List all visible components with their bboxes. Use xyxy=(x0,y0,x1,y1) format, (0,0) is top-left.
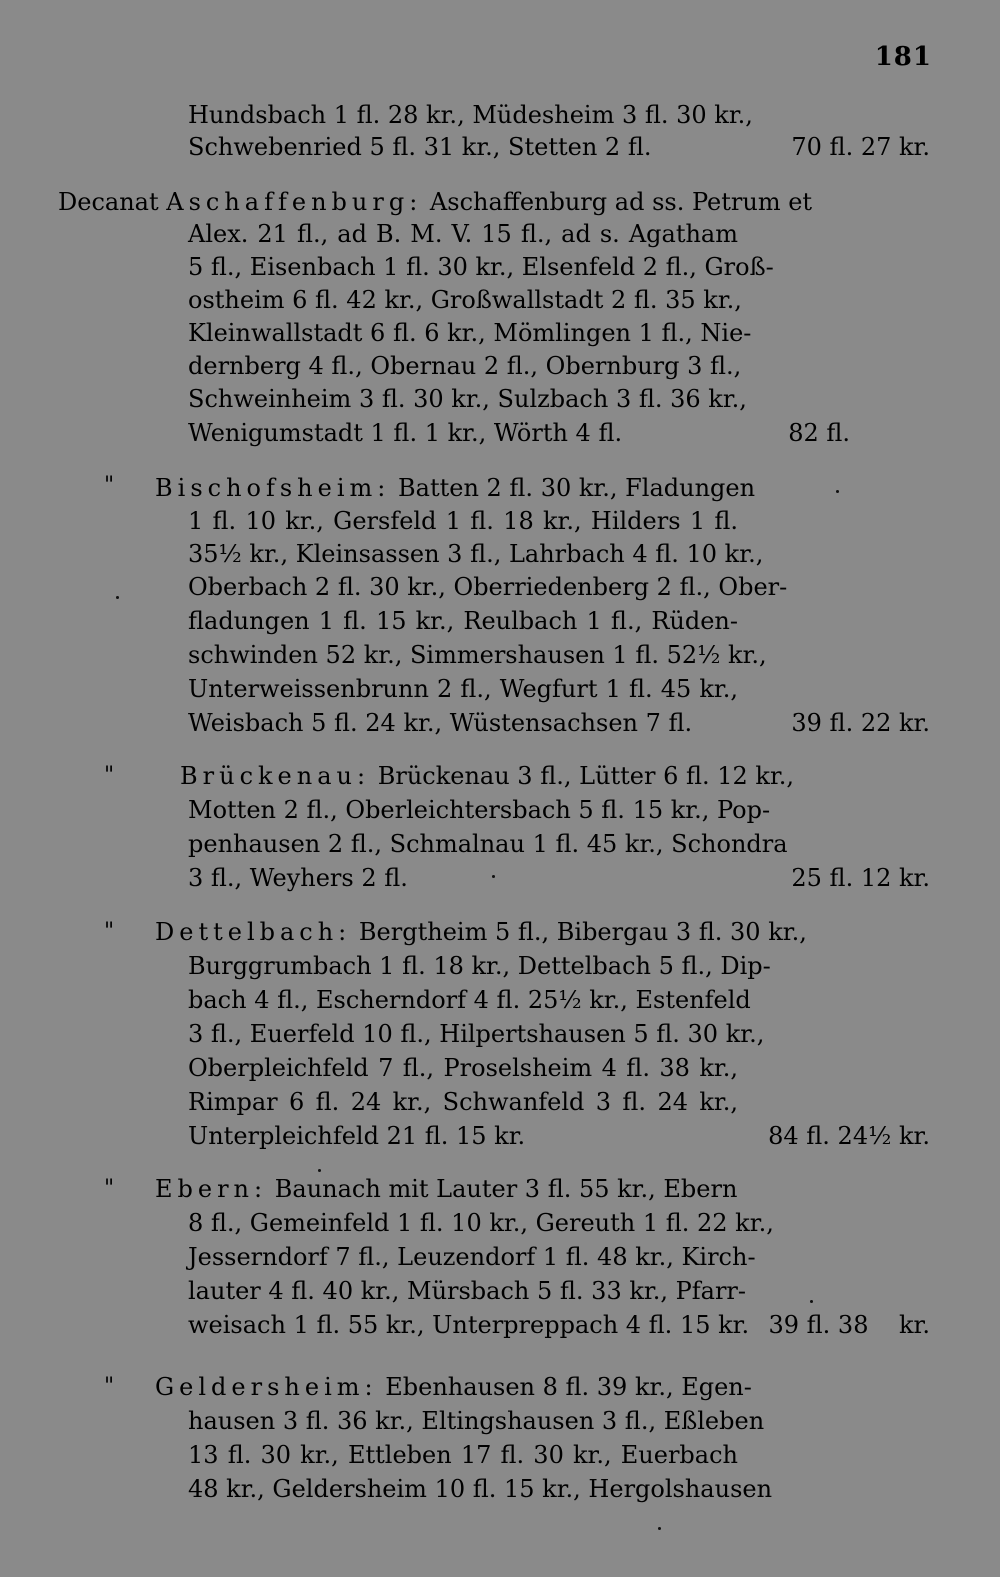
text-line: bach 4 fl., Escherndorf 4 fl. 25½ kr., Estenfeld xyxy=(188,986,751,1014)
text-line: Unterpleichfeld 21 fl. 15 kr. xyxy=(188,1122,526,1150)
block-total: 25 fl. 12 kr. xyxy=(791,864,930,892)
heading-line-rest: Baunach mit Lauter 3 fl. 55 kr., Ebern xyxy=(274,1175,738,1203)
text-line: 3 fl., Weyhers 2 fl. xyxy=(188,864,408,892)
text-line: Schweinheim 3 fl. 30 kr., Sulzbach 3 fl. 36 kr., xyxy=(188,385,747,413)
text-line: 8 fl., Gemeinfeld 1 fl. 10 kr., Gereuth 1 fl. 22 kr., xyxy=(188,1209,774,1237)
text-line: Hundsbach 1 fl. 28 kr., Müdesheim 3 fl. 30 kr., xyxy=(188,101,753,129)
text-line: Oberbach 2 fl. 30 kr., Oberriedenberg 2 fl., Ober- xyxy=(188,573,788,601)
text-line: Alex. 21 fl., ad B. M. V. 15 fl., ad s. Agatham xyxy=(188,220,738,248)
decanat-name: Dettelbach: xyxy=(155,918,352,946)
text-line: dernberg 4 fl., Obernau 2 fl., Obernburg 3 fl., xyxy=(188,352,742,380)
print-speck xyxy=(836,490,839,493)
block-total: 39 fl. 22 kr. xyxy=(791,709,930,737)
decanat-heading-line xyxy=(155,1369,752,1405)
block-total: 39 fl. 38 kr. xyxy=(768,1311,930,1339)
text-line: Weisbach 5 fl. 24 kr., Wüstensachsen 7 fl. xyxy=(188,709,693,737)
text-line: 13 fl. 30 kr., Ettleben 17 fl. 30 kr., Euerbach xyxy=(188,1441,738,1469)
heading-line-rest: Batten 2 fl. 30 kr., Fladungen xyxy=(398,474,756,502)
decanat-name: Geldersheim: xyxy=(155,1373,378,1401)
print-speck xyxy=(318,1169,321,1172)
text-line: 35½ kr., Kleinsassen 3 fl., Lahrbach 4 fl. 10 kr., xyxy=(188,540,764,568)
ditto-mark: " xyxy=(104,473,115,498)
block-total: 70 fl. 27 kr. xyxy=(791,133,930,161)
text-line: penhausen 2 fl., Schmalnau 1 fl. 45 kr., Schondra xyxy=(188,830,788,858)
block-total: 82 fl. xyxy=(788,419,850,447)
text-line: schwinden 52 kr., Simmershausen 1 fl. 52½ kr., xyxy=(188,641,767,669)
text-line: Wenigumstadt 1 fl. 1 kr., Wörth 4 fl. xyxy=(188,419,623,447)
text-line: Schwebenried 5 fl. 31 kr., Stetten 2 fl. xyxy=(188,133,652,161)
ditto-mark: " xyxy=(104,1176,115,1201)
text-line: Rimpar 6 fl. 24 kr., Schwanfeld 3 fl. 24 kr., xyxy=(188,1088,738,1116)
text-line: Burggrumbach 1 fl. 18 kr., Dettelbach 5 fl., Dip- xyxy=(188,952,771,980)
text-line: hausen 3 fl. 36 kr., Eltingshausen 3 fl., Eßleben xyxy=(188,1407,765,1435)
heading-line-rest: Brückenau 3 fl., Lütter 6 fl. 12 kr., xyxy=(377,762,795,790)
decanat-heading-line xyxy=(180,758,795,794)
print-speck xyxy=(492,875,495,878)
text-line: 3 fl., Euerfeld 10 fl., Hilpertshausen 5 fl. 30 kr., xyxy=(188,1020,765,1048)
text-line: 48 kr., Geldersheim 10 fl. 15 kr., Hergolshausen xyxy=(188,1475,773,1503)
decanat-prefix: Decanat xyxy=(58,188,159,216)
text-line: Unterweissenbrunn 2 fl., Wegfurt 1 fl. 45 kr., xyxy=(188,675,738,703)
decanat-heading-line xyxy=(155,914,807,950)
ditto-mark: " xyxy=(104,763,115,788)
print-speck xyxy=(658,1527,661,1530)
text-line: fladungen 1 fl. 15 kr., Reulbach 1 fl., Rüden- xyxy=(188,607,738,635)
decanat-name: Bischofsheim: xyxy=(155,474,391,502)
text-line: Jesserndorf 7 fl., Leuzendorf 1 fl. 48 kr., Kirch- xyxy=(188,1243,756,1271)
heading-line-rest: Ebenhausen 8 fl. 39 kr., Egen- xyxy=(385,1373,752,1401)
page-number: 181 xyxy=(874,42,932,72)
text-line: 1 fl. 10 kr., Gersfeld 1 fl. 18 kr., Hilders 1 fl. xyxy=(188,507,738,535)
decanat-heading-line xyxy=(155,470,756,506)
decanat-name: Ebern: xyxy=(155,1175,268,1203)
decanat-name: Aschaffenburg: xyxy=(166,188,423,216)
text-line: 5 fl., Eisenbach 1 fl. 30 kr., Elsenfeld 2 fl., Groß- xyxy=(188,253,774,281)
text-line: Oberpleichfeld 7 fl., Proselsheim 4 fl. 38 kr., xyxy=(188,1054,738,1082)
ditto-mark: " xyxy=(104,919,115,944)
heading-line-rest: Aschaffenburg ad ss. Petrum et xyxy=(429,188,813,216)
decanat-heading-line xyxy=(155,1171,738,1207)
text-line: Motten 2 fl., Oberleichtersbach 5 fl. 15 kr., Pop- xyxy=(188,796,771,824)
block-total: 84 fl. 24½ kr. xyxy=(768,1122,930,1150)
text-line: ostheim 6 fl. 42 kr., Großwallstadt 2 fl. 35 kr., xyxy=(188,286,742,314)
text-line: lauter 4 fl. 40 kr., Mürsbach 5 fl. 33 kr., Pfarr- xyxy=(188,1277,746,1305)
decanat-heading-line xyxy=(58,184,813,220)
text-line: Kleinwallstadt 6 fl. 6 kr., Mömlingen 1 fl., Nie- xyxy=(188,319,752,347)
print-speck xyxy=(116,596,119,599)
print-speck xyxy=(810,1300,813,1303)
ditto-mark: " xyxy=(104,1374,115,1399)
heading-line-rest: Bergtheim 5 fl., Bibergau 3 fl. 30 kr., xyxy=(358,918,807,946)
text-line: weisach 1 fl. 55 kr., Unterpreppach 4 fl. 15 kr. xyxy=(188,1311,750,1339)
decanat-name: Brückenau: xyxy=(180,762,371,790)
